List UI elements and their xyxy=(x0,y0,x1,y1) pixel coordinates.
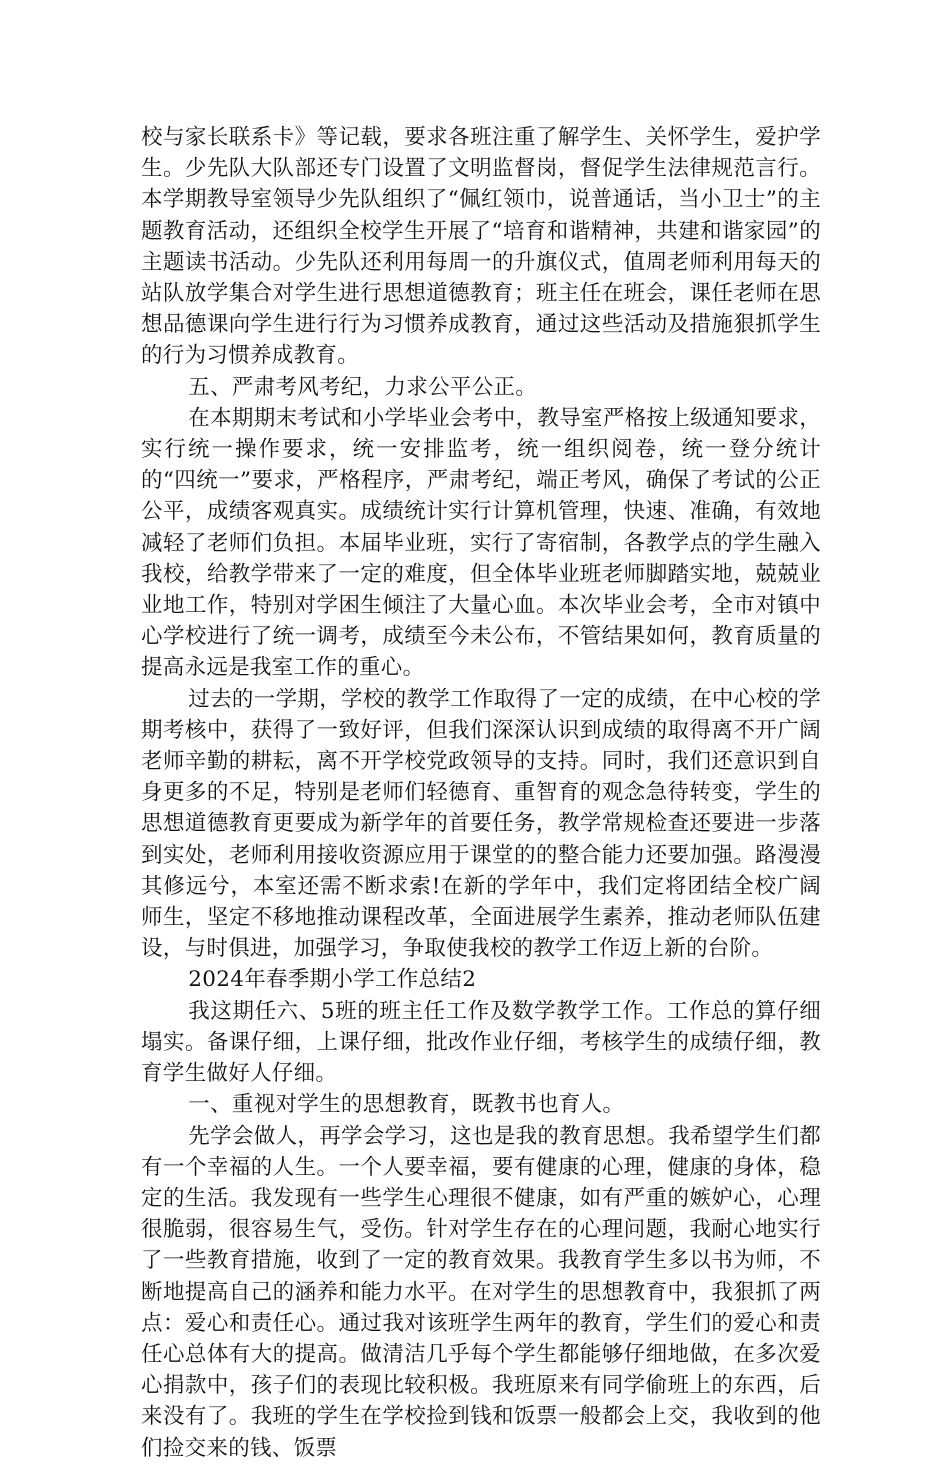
section-heading-moral-education: 一、重视对学生的思想教育，既教书也育人。 xyxy=(188,1092,625,1118)
paragraph-class-teacher-intro: 我这期任六、5班的班主任工作及数学教学工作。工作总的算仔细塌实。备课仔细，上课仔细，批改作业仔细，考核学生的成绩仔细，教育学生做好人仔细。 xyxy=(141,998,821,1087)
section-heading-exam-discipline: 五、严肃考风考纪，力求公平公正。 xyxy=(188,374,538,400)
document-subtitle: 2024年春季期小学工作总结2 xyxy=(188,967,477,993)
document-body xyxy=(141,122,821,1464)
paragraph-moral-education: 先学会做人，再学会学习，这也是我的教育思想。我希望学生们都有一个幸福的人生。一个人要幸福，要有健康的心理，健康的身体，稳定的生活。我发现有一些学生心理很不健康，如有严重的嫉妒心，心理很脆弱，很容易生气，受伤。针对学生存在的心理问题，我耐心地实行了一些教育措施，收到了一定的教育效果。我教育学生多以书为师，不断地提高自己的涵养和能力水平。在对学生的思想教育中，我狠抓了两点：爱心和责任心。通过我对该班学生两年的教育，学生们的爱心和责任心总体有大的提高。做清洁几乎每个学生都能够仔细地做，在多次爱心捐款中，孩子们的表现比较积极。我班原来有同学偷班上的东西，后来没有了。我班的学生在学校捡到钱和饭票一般都会上交，我收到的他们捡交来的钱、饭票 xyxy=(141,1123,821,1461)
paragraph-final-exams: 在本期期末考试和小学毕业会考中，教导室严格按上级通知要求，实行统一操作要求，统一安排监考，统一组织阅卷，统一登分统计的“四统一”要求，严格程序，严肃考纪，端正考风，确保了考试的公正公平，成绩客观真实。成绩统计实行计算机管理，快速、准确，有效地减轻了老师们负担。本届毕业班，实行了寄宿制，各教学点的学生融入我校，给教学带来了一定的难度，但全体毕业班老师脚踏实地，兢兢业业地工作，特别对学困生倾注了大量心血。本次毕业会考，全市对镇中心学校进行了统一调考，成绩至今未公布，不管结果如何，教育质量的提高永远是我室工作的重心。 xyxy=(141,405,821,681)
paragraph-semester-summary: 过去的一学期，学校的教学工作取得了一定的成绩，在中心校的学期考核中，获得了一致好评，但我们深深认识到成绩的取得离不开广阔老师辛勤的耕耘，离不开学校党政领导的支持。同时，我们还意识到自身更多的不足，特别是老师们轻德育、重智育的观念急待转变，学生的思想道德教育更要成为新学年的首要任务，教学常规检查还要进一步落到实处，老师利用接收资源应用于课堂的的整合能力还要加强。路漫漫其修远兮，本室还需不断求索!在新的学年中，我们定将团结全校广阔师生，坚定不移地推动课程改革，全面进展学生素养，推动老师队伍建设，与时俱进，加强学习，争取使我校的教学工作迈上新的台阶。 xyxy=(141,686,821,962)
paragraph-student-conduct: 校与家长联系卡》等记载，要求各班注重了解学生、关怀学生，爱护学生。少先队大队部还专门设置了文明监督岗，督促学生法律规范言行。本学期教导室领导少先队组织了“佩红领巾，说普通话，当小卫士”的主题教育活动，还组织全校学生开展了“培育和谐精神，共建和谐家园”的主题读书活动。少先队还利用每周一的升旗仪式，值周老师利用每天的站队放学集合对学生进行思想道德教育；班主任在班会，课任老师在思想品德课向学生进行行为习惯养成教育，通过这些活动及措施狠抓学生的行为习惯养成教育。 xyxy=(141,125,821,369)
